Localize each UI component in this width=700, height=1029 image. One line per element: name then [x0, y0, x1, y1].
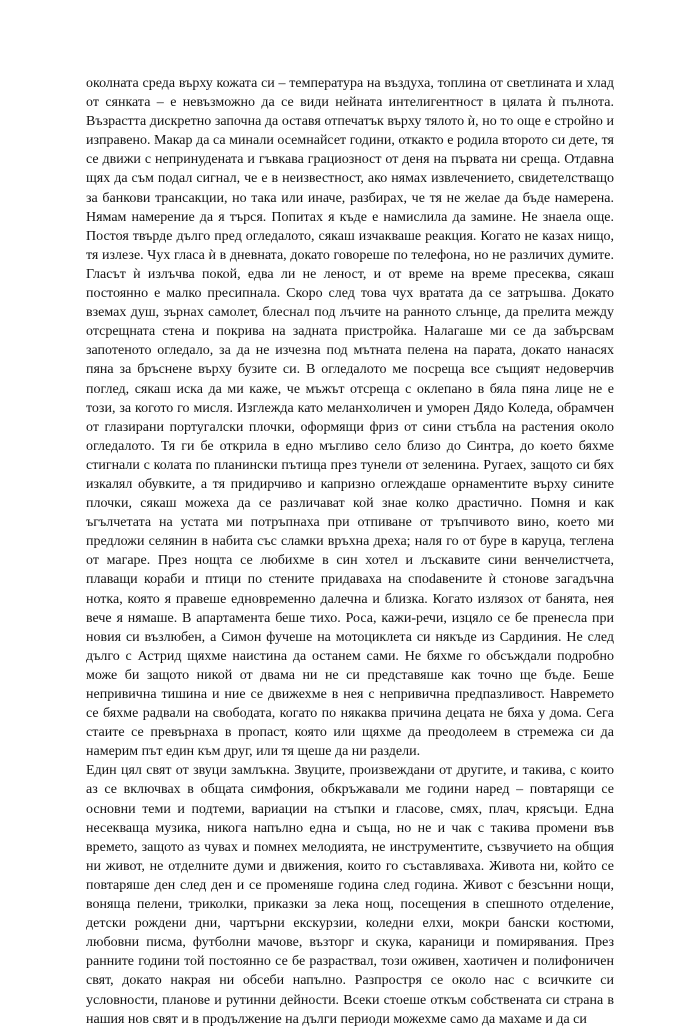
body-paragraph: околната среда върху кожата си – температура на въздуха, топлина от светлината и хлад от сянката – е невъзможно да се види нейната интелигентност в цялата ѝ пълнота. Възрастта дискретно започна да оставя отпечатък върху тялото ѝ, но то още е стройно и изправено. Макар да са минали осемнайсет години, откакто е родила второто си дете, тя се движи с непринудената и гъвкава грациозност от деня на първата ни среща. Отдавна щях да съм подал сигнал, че е в неизвестност, ако нямах извлечението, свидетелстващо за банкови трансакции, но така или иначе, разбирах, че тя не желае да бъде намерена. Нямам намерение да я търся. Попитах я къде е намислила да замине. Не знаела още. Постоя твърде дълго пред огледалото, сякаш изчакваше реакция. Когато не казах нищо, тя излезе. Чух гласа ѝ в дневната, докато говореше по телефона, но не различих думите. Гласът ѝ излъчва покой, едва ли не леност, и от време на време пресеква, сякаш постоянно е малко пресипнала. Скоро след това чух вратата да се затръшва. Докато вземах душ, зърнах самолет, блеснал под лъчите на ранното слънце, да прелита между отсрещната стена и покрива на задната пристройка. Налагаше ми се да забърсвам запотеното огледало, за да не изчезна под мътната пелена на парата, докато нанасях пяна за бръснене върху бузите си. В огледалото ме посреща все същият недоверчив поглед, сякаш иска да ми каже, че мъжът отсреща с оклепано в бяла пяна лице не е този, за когото го мисля. Изглежда като меланхоличен и уморен Дядо Коледа, обрамчен от глазирани португалски плочки, оформящи фриз от сини стъбла на растения около огледалото. Тя ги бе открила в едно мъгливо село близо до Синтра, до което бяхме стигнали с колата по планински пътища през тунели от зеленина. Ругаех, защото си бях изкалял обувките, а тя придирчиво и капризно оглеждаше орнаментите върху сините плочки, сякаш можеха да се различават кой знае колко драстично. Помня и как ъгълчетата на устата ми потръпнаха при отпиване от тръпчивото вино, което ми предложи селянин в набита със сламки връхна дреха; наля го от буре в каруца, теглена от магаре. През нощта се любихме в син хотел и лъскавите сини венчелистчета, плаващи кораби и птици по стените придаваха на спodaвeнитe ѝ стонове загадъчна нотка, която я правеше едновременно далечна и близка. Когато излязох от банята, нея вече я нямаше. В апартамента беше тихо. Роса, кажи-речи, изцяло се бе пренесла при новия си възлюбен, а Симон фучеше на мотоциклета си някъде из Сардиния. Не след дълго с Астрид щяхме наистина да останем сами. Не бяхме го обсъждали подробно може би защото никой от двама ни не си представяше как точно ще бъде. Беше непривична тишина и ние се движехме в нея с непривична предпазливост. Навремето се бяхме радвали на свободата, когато по някаква причина децата не бяха у дома. Сега стаите се превърнаха в пропаст, която или щяхме да преодолеем в стремежа си да намерим път един към друг, или тя щеше да ни раздели.: [86, 76, 614, 760]
document-page: [86, 74, 614, 1029]
body-paragraph: Един цял свят от звуци замлъкна. Звуците, произвеждани от другите, и такива, с които аз се включвах в общата симфония, обкръжавали ме години наред – повтарящи се основни теми и подтеми, вариации на стъпки и гласове, смях, плач, крясъци. Една несекваща музика, никога напълно една и съща, но не и чак с такива промени във времето, защото аз чувах и помнех мелодията, не инструментите, съзвучието на общия ни живот, не отделните думи и движения, които го съставляваха. Живота ни, който се повтаряше ден след ден и се променяше година след година. Живот с безсънни нощи, воняща пелени, триколки, приказки за лека нощ, посещения в спешното отделение, детски рождени дни, чартърни екскурзии, коледни елхи, мокри бански костюми, любовни писма, футболни мачове, възторг и скука, караници и помирявания. През ранните години той постоянно се бе разраствал, този оживен, хаотичен и полифоничен свят, докато накрая ни обсеби напълно. Разпростря се около нас с всичките си условности, планове и рутинни дейности. Всеки стоеше откъм собствената си страна в нашия нов свят и в продължение на дълги периоди можехме само да махаме и да си: [86, 763, 614, 1027]
